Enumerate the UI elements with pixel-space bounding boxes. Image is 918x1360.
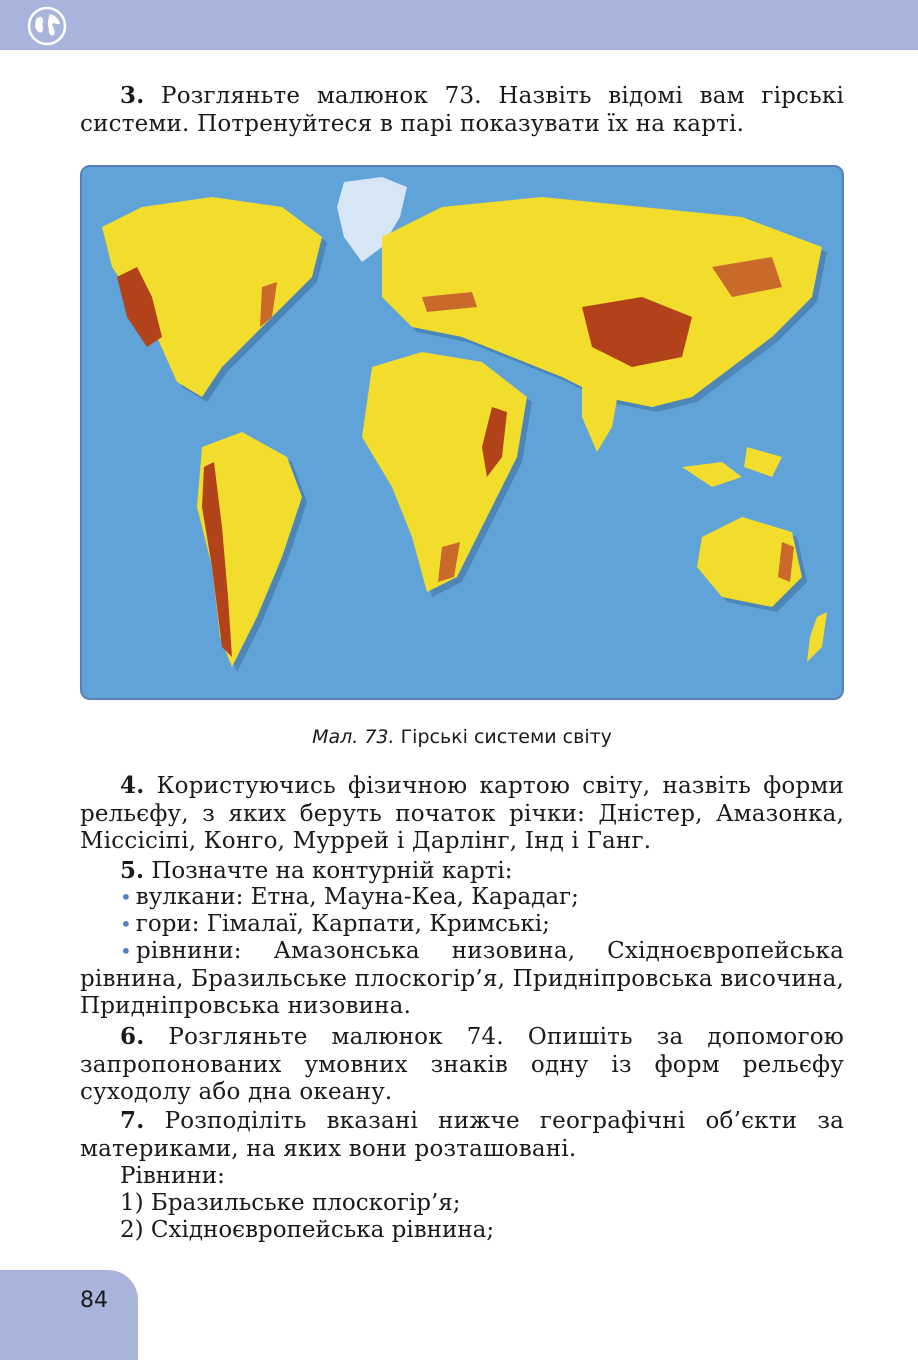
task-6-number: 6.: [120, 1023, 145, 1050]
task-7-number: 7.: [120, 1107, 145, 1134]
list-item: [80, 938, 844, 1021]
page-number-tab: [0, 1270, 138, 1360]
task-7-list-item-2: 2) Східноєвропейська рівнина;: [120, 1217, 495, 1243]
task-6-text: Розгляньте малюнок 74. Опишіть за допомогою запропонованих умовних знаків одну із форм рельєфу суходолу або дна океану.: [80, 1024, 844, 1105]
task-5: [120, 857, 844, 886]
figure-caption: [80, 725, 844, 749]
task-7-text: Розподіліть вказані нижче географічні об’єкти за материками, на яких вони розташовані.: [80, 1108, 844, 1162]
task-7: [80, 1107, 844, 1163]
task-5-item-1: вулкани: Етна, Мауна-Кеа, Карадаг;: [135, 884, 579, 910]
task-5-number: 5.: [120, 857, 145, 884]
task-5-item-2: гори: Гімалаї, Карпати, Кримські;: [135, 911, 550, 937]
map-illustration: [82, 167, 842, 698]
task-6: [80, 1023, 844, 1107]
task-4-number: 4.: [120, 772, 145, 799]
task-3-text: Розгляньте малюнок 73. Назвіть відомі вам гірські системи. Потренуйтеся в парі показувати їх на карті.: [80, 83, 844, 137]
bullet-icon: •: [120, 912, 132, 936]
bullet-icon: •: [120, 885, 132, 909]
task-7-subheading: Рівнини:: [120, 1163, 225, 1189]
figure-label: Мал. 73.: [312, 726, 395, 748]
list-item: [120, 911, 844, 939]
task-4-text: Користуючись фізичною картою світу, назвіть форми рельєфу, з яких беруть початок річки: Дністер, Амазонка, Міссісіпі, Конго, Муррей і Дарлінг, Інд і Ганг.: [80, 773, 845, 854]
page-number: 84: [80, 1288, 108, 1313]
task-3-number: 3.: [120, 82, 145, 109]
task-4: [80, 772, 844, 856]
header-band: [0, 0, 918, 50]
task-3: [80, 82, 844, 138]
task-5-item-3: рівнини: Амазонська низовина, Східноєвропейська рівнина, Бразильське плоскогір’я, Придніпровська височина, Придніпровська низовина.: [80, 938, 844, 1019]
globe-icon: [26, 5, 68, 47]
task-5-text: Позначте на контурній карті:: [151, 858, 513, 884]
bullet-icon: •: [120, 939, 132, 963]
figure-caption-text: Гірські системи світу: [400, 726, 612, 748]
list-item: [120, 884, 844, 912]
world-mountains-map: [80, 165, 844, 700]
task-7-list-item-1: 1) Бразильське плоскогір’я;: [120, 1190, 461, 1216]
